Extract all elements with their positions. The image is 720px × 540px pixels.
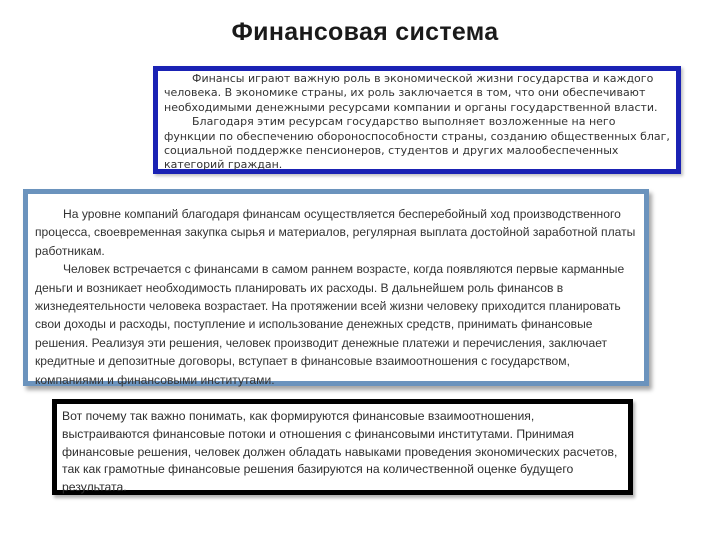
text-box-conclusion <box>52 399 633 495</box>
text-box-finance-role <box>153 66 681 174</box>
text-box-companies-and-people <box>23 189 649 386</box>
paragraph-state-functions: Благодаря этим ресурсам государство выполняет возложенные на него функции по обеспечению обороноспособности страны, созданию общественных благ, социальной поддержке пенсионеров, студентов и других малообеспеченных категорий граждан. <box>164 115 670 172</box>
paragraph-conclusion: Вот почему так важно понимать, как формируются финансовые взаимоотношения, выстраиваются финансовые потоки и отношения с финансовыми институтами. Принимая финансовые решения, человек должен обладать навыками проведения экономических расчетов, так как грамотные финансовые решения базируются на количественной оценке будущего результата. <box>62 409 618 495</box>
paragraph-person-finances: Человек встречается с финансами в самом раннем возрасте, когда появляются первые карманные деньги и возникает необходимость планировать их расходы. В дальнейшем роль финансов в жизнедеятельности человека возрастает. На протяжении всей жизни человеку приходится планировать свои доходы и расходы, поступление и использование денежных средств, принимать финансовые решения. Реализуя эти решения, человек производит денежные платежи и перечисления, заключает кредитные и депозитные договоры, вступает в финансовые взаимоотношения с государством, компаниями и финансовыми институтами. <box>35 262 625 387</box>
paragraph-companies: На уровне компаний благодаря финансам осуществляется бесперебойный ход производственного процесса, своевременная закупка сырья и материалов, регулярная выплата достойной заработной платы работникам. <box>35 207 636 258</box>
page-title: Финансовая система <box>231 18 499 46</box>
paragraph-finance-role: Финансы играют важную роль в экономической жизни государства и каждого человека. В экономике страны, их роль заключается в том, что они обеспечивают необходимыми денежными ресурсами компании и органы государственной власти. <box>164 72 658 114</box>
